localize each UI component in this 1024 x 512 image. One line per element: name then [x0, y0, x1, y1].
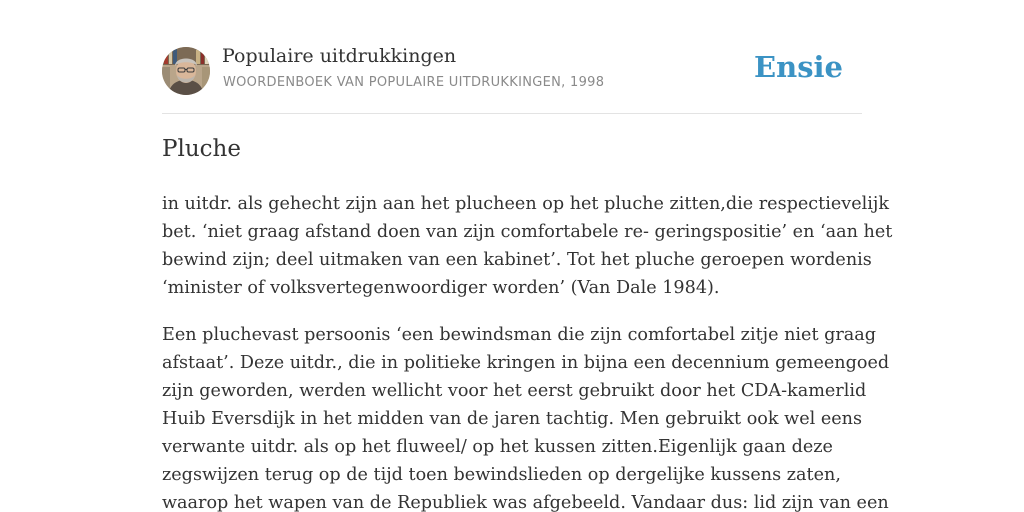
- paragraph-2: [162, 321, 890, 512]
- source-header: [162, 0, 862, 114]
- text-line: ‘minister of volksvertegenwoordiger worden’ (Van Dale 1984).: [162, 278, 720, 298]
- text-line: zegswijzen terug op de tijd toen bewindslieden op dergelijke kussens zaten,: [162, 465, 841, 485]
- text-line: Huib Eversdijk in het midden van de jaren tachtig. Men gebruikt ook wel eens: [162, 409, 863, 429]
- source-subtitle: WOORDENBOEK VAN POPULAIRE UITDRUKKINGEN, 1998: [223, 75, 605, 90]
- text-line: afstaat’. Deze uitdr., die in politieke kringen in bijna een decennium gemeengoed: [162, 353, 890, 373]
- source-title[interactable]: Populaire uitdrukkingen: [222, 45, 457, 67]
- author-avatar[interactable]: [162, 47, 210, 95]
- paragraph-1: [162, 190, 893, 302]
- author-portrait-image: [162, 47, 210, 95]
- text-line: zijn geworden, werden wellicht voor het eerst gebruikt door het CDA-kamerlid: [162, 381, 867, 401]
- ensie-logo-link[interactable]: Ensie: [754, 50, 843, 84]
- text-line: Een pluchevast persoonis ‘een bewindsman die zijn comfortabel zitje niet graag: [162, 325, 877, 345]
- text-line: bewind zijn; deel uitmaken van een kabinet’. Tot het pluche geroepen wordenis: [162, 250, 872, 270]
- text-line: in uitdr. als gehecht zijn aan het plucheen op het pluche zitten,die respectievelijk: [162, 194, 889, 214]
- text-line: bet. ‘niet graag afstand doen van zijn comfortabele re- geringspositie’ en ‘aan het: [162, 222, 893, 242]
- entry-title: Pluche: [162, 136, 241, 162]
- content-column: [162, 0, 893, 512]
- text-line: waarop het wapen van de Republiek was afgebeeld. Vandaar dus: lid zijn van een: [162, 493, 889, 512]
- entry-body: [162, 190, 893, 512]
- text-line: verwante uitdr. als op het fluweel/ op het kussen zitten.Eigenlijk gaan deze: [162, 437, 833, 457]
